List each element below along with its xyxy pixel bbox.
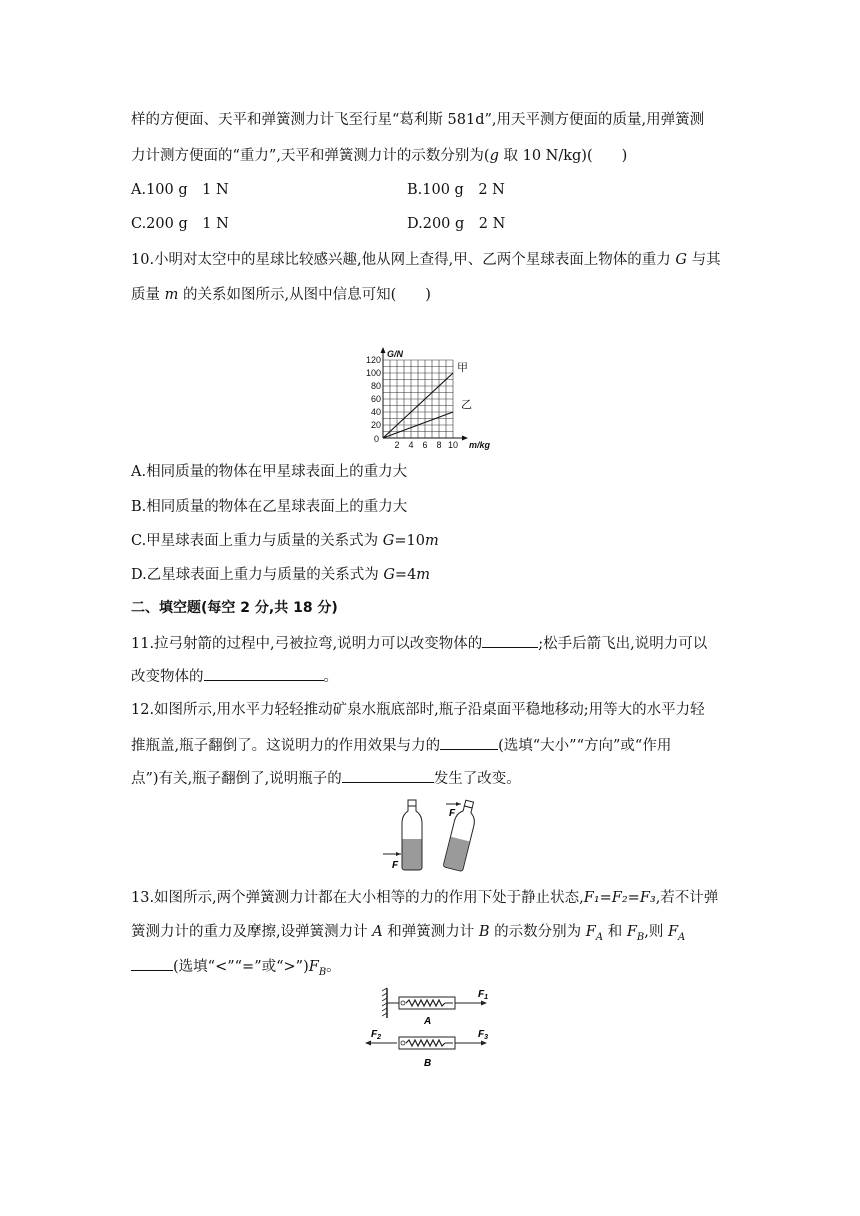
q13-var-fa2: F (667, 924, 679, 940)
section-2-heading: 二、填空题(每空 2 分,共 18 分) (131, 600, 338, 616)
q13-var-fa2-sub: A (678, 931, 686, 943)
q10-line-2 (131, 285, 751, 305)
q13-var-fb: F (626, 924, 637, 940)
q10-option-d-eq: =4 (394, 567, 417, 583)
q9-option-a: A.100 g 1 N (131, 182, 229, 198)
q13-text-3-end: 。 (326, 959, 341, 975)
q10-var-m: m (164, 287, 179, 303)
series-label-2: 乙 (461, 399, 472, 411)
q10-option-c-g: G (382, 533, 395, 549)
q9-text: 力计测方便面的“重力”,天平和弹簧测力计的示数分别为( (131, 148, 490, 164)
q12-text-3: 点”)有关,瓶子翻倒了,说明瓶子的 (131, 771, 342, 787)
q13-text-2: 簧测力计的重力及摩擦,设弹簧测力计 (131, 924, 373, 940)
q13-equation: F₁=F₂=F₃ (583, 890, 656, 906)
force-label-bottom: F (392, 860, 399, 871)
q12-blank-2[interactable] (342, 768, 434, 783)
q12-line-2 (131, 735, 751, 756)
q13-line-2 (131, 922, 751, 948)
q10-text: 10.小明对太空中的星球比较感兴趣,他从网上查得,甲、乙两个星球表面上物体的重力 (131, 252, 676, 268)
q10-option-c-eq: =10 (394, 533, 425, 549)
x-tick-label: 4 (408, 440, 414, 450)
q13-line-3 (131, 956, 751, 983)
q10-option-c-m: m (425, 533, 439, 549)
q12-text-mid: (选填“大小”“方向”或“作用 (498, 738, 672, 754)
q11-text-end: 。 (323, 669, 338, 685)
q11-text-2: 改变物体的 (131, 669, 204, 685)
q10-option-b: B.相同质量的物体在乙星球表面上的重力大 (131, 499, 408, 515)
q11-line-2 (131, 666, 751, 687)
q9-option-b: B.100 g 2 N (407, 182, 505, 198)
label-f1: $F_1$ (478, 989, 489, 1001)
q13-var-fb2: F (308, 959, 319, 975)
x-tick-label: 8 (436, 440, 442, 450)
q13-text-2e: ,则 (644, 924, 668, 940)
q10-text-end: 与其 (686, 252, 721, 268)
q11-blank-2[interactable] (204, 666, 324, 681)
q13-var-b: B (478, 924, 490, 940)
q12-text-end: 发生了改变。 (433, 771, 521, 787)
q11-blank-1[interactable] (482, 633, 538, 648)
q10-text-2-end: 的关系如图所示,从图中信息可知( ) (178, 287, 431, 303)
q10-option-c (131, 531, 751, 551)
upright-bottle (402, 800, 422, 870)
q10-option-d-g: G (383, 567, 395, 583)
q9-option-d: D.200 g 2 N (407, 216, 506, 232)
q13-text-2c: 的示数分别为 (489, 924, 586, 940)
y-axis-label: G/N (387, 349, 404, 359)
label-scale-b: B (424, 1058, 432, 1069)
x-axis-label: m/kg (469, 440, 491, 450)
q13-var-a: A (372, 924, 383, 940)
x-tick-label: 2 (394, 440, 400, 450)
q10-option-c-text: C.甲星球表面上重力与质量的关系式为 (131, 533, 383, 549)
q10-option-d (131, 565, 751, 585)
spring-scales-figure (365, 985, 500, 1075)
x-tick-label: 10 (447, 440, 459, 450)
q10-text-2: 质量 (131, 287, 165, 303)
y-tick-label: 80 (370, 381, 381, 391)
y-tick-label: 120 (365, 355, 381, 365)
spring-scale-b (365, 1029, 488, 1069)
y-tick-label: 20 (370, 420, 381, 430)
q12-line-3 (131, 768, 751, 789)
q11-text: 11.拉弓射箭的过程中,弓被拉弯,说明力可以改变物体的 (131, 636, 483, 652)
q12-blank-1[interactable] (440, 735, 498, 750)
q13-var-fa: F (585, 924, 596, 940)
q13-var-fb-sub: B (636, 931, 645, 943)
q13-text-end: ,若不计弹 (655, 890, 719, 906)
y-tick-label: 100 (365, 368, 381, 378)
origin-label: 0 (373, 434, 379, 444)
q10-option-d-m: m (416, 567, 431, 583)
q12-text: 推瓶盖,瓶子翻倒了。这说明力的作用效果与力的 (131, 738, 441, 754)
q11-line-1 (131, 633, 751, 654)
q10-option-d-text: D.乙星球表面上重力与质量的关系式为 (131, 567, 384, 583)
q13-text-2b: 和弹簧测力计 (382, 924, 479, 940)
y-axis-arrow (381, 347, 386, 353)
q13-blank[interactable] (131, 956, 173, 971)
q10-line-1 (131, 250, 751, 270)
label-f2: $F_2$ (371, 1029, 382, 1041)
label-f3: $F_3$ (478, 1029, 489, 1041)
q10-var-g: G (675, 252, 687, 268)
q9-option-c: C.200 g 1 N (131, 216, 229, 232)
y-tick-label: 40 (370, 407, 381, 417)
label-scale-a: A (424, 1016, 432, 1027)
force-label-top: F (449, 808, 456, 819)
q13-text-2d: 和 (603, 924, 627, 940)
series-label-1: 甲 (457, 362, 468, 374)
q9-var-g: g (489, 148, 499, 164)
x-tick-label: 6 (422, 440, 428, 450)
bottles-figure (375, 795, 485, 875)
q12-line-1: 12.如图所示,用水平力轻轻推动矿泉水瓶底部时,瓶子沿桌面平稳地移动;用等大的水平力轻 (131, 702, 705, 718)
q9-text-end: 取 10 N/kg)( ) (498, 148, 628, 164)
q10-option-a: A.相同质量的物体在甲星球表面上的重力大 (131, 464, 408, 480)
q11-text-mid: ;松手后箭飞出,说明力可以 (538, 636, 708, 652)
q9-line-2 (131, 146, 751, 166)
q13-var-fb2-sub: B (318, 966, 327, 978)
q9-line-1: 样的方便面、天平和弹簧测力计飞至行星“葛利斯 581d”,用天平测方便面的质量,用弹簧测 (131, 112, 705, 128)
gravity-mass-chart (355, 335, 505, 460)
spring-scale-a (382, 988, 488, 1027)
q13-var-fa-sub: A (595, 931, 604, 943)
q13-text: 13.如图所示,两个弹簧测力计都在大小相等的力的作用下处于静止状态, (131, 890, 584, 906)
x-axis-arrow (462, 436, 468, 441)
q13-text-3: (选填“<”“=”或“>”) (173, 959, 309, 975)
q13-line-1 (131, 888, 751, 908)
y-tick-label: 60 (370, 394, 381, 404)
